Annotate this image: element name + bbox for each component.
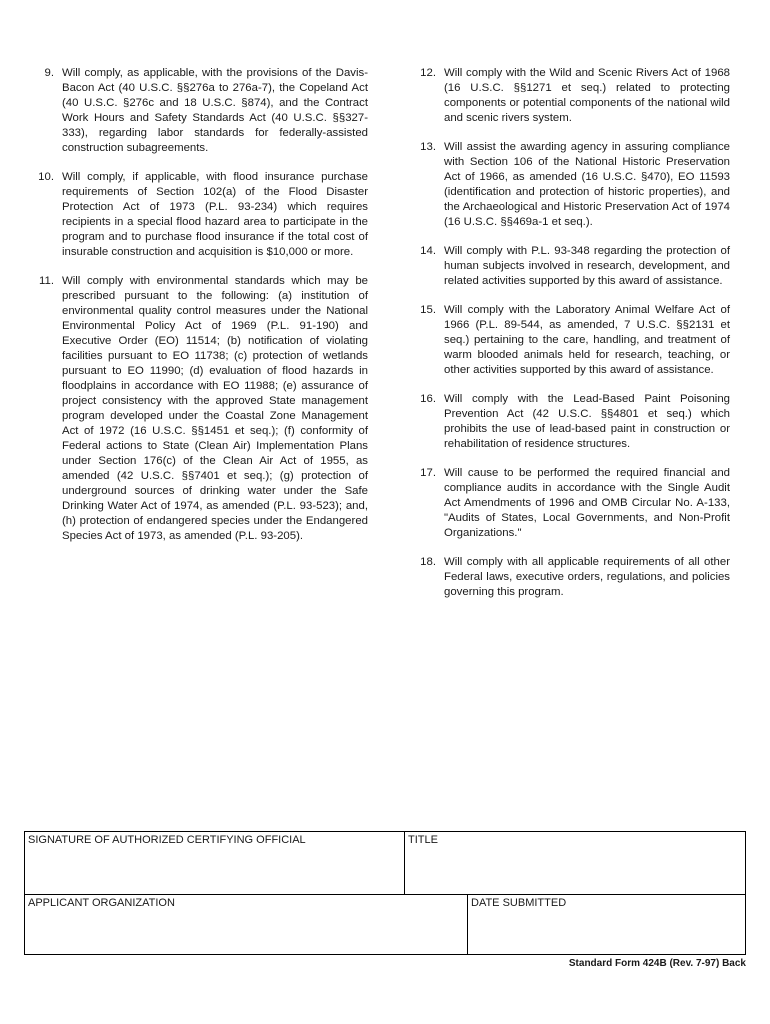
item-text: Will comply with all applicable requirements of all other Federal laws, executive orders, regulations, and policies governing this program. (444, 556, 730, 598)
item-text: Will comply with the Wild and Scenic Rivers Act of 1968 (16 U.S.C. §§1271 et seq.) related to protecting components or potential components of the national wild and scenic rivers system. (444, 67, 730, 124)
item-number: 15. (420, 304, 436, 316)
item-number: 12. (420, 67, 436, 79)
item-number: 16. (420, 393, 436, 405)
signature-label: SIGNATURE OF AUTHORIZED CERTIFYING OFFICIAL (28, 834, 306, 846)
assurance-item-16 (407, 392, 730, 452)
date-submitted-label: DATE SUBMITTED (471, 897, 567, 909)
item-text: Will comply with environmental standards which may be prescribed pursuant to the following: (a) institution of environmental quality control measures under the National Environmental Policy Act of 1969 (P.L. 91-190) and Executive Order (EO) 11514; (b) notification of violating facilities pursuant to EO 11738; (c) protection of wetlands pursuant to EO 11990; (d) evaluation of flood hazards in floodplains in accordance with EO 11988; (e) assurance of project consistency with the approved State management program developed under the Coastal Zone Management Act of 1972 (16 U.S.C. §§1451 et seq.); (f) conformity of Federal actions to State (Clean Air) Implementation Plans under Section 176(c) of the Clean Air Act of 1955, as amended (42 U.S.C. §§7401 et seq.); (g) protection of underground sources of drinking water under the Safe Drinking Water Act of 1974, as amended (P.L. 93-523); and, (h) protection of endangered species under the Endangered Species Act of 1973, as amended (P.L. 93-205). (62, 275, 368, 542)
title-label: TITLE (408, 834, 438, 846)
assurance-item-11 (28, 274, 368, 544)
signature-field[interactable] (25, 832, 405, 894)
item-text: Will comply with the Laboratory Animal Welfare Act of 1966 (P.L. 89-544, as amended, 7 U.S.C. §§2131 et seq.) pertaining to the care, handling, and treatment of warm blooded animals held for research, teaching, or other activities supported by this award of assistance. (444, 304, 730, 376)
assurance-item-13 (407, 140, 730, 230)
assurance-item-14 (407, 244, 730, 289)
item-text: Will cause to be performed the required financial and compliance audits in accordance with the Single Audit Act Amendments of 1996 and OMB Circular No. A-133, "Audits of States, Local Governments, and Non-Profit Organizations." (444, 467, 730, 539)
item-number: 13. (420, 141, 436, 153)
assurance-item-9 (28, 66, 368, 156)
assurance-item-17 (407, 466, 730, 541)
item-text: Will comply, if applicable, with flood insurance purchase requirements of Section 102(a) of the Flood Disaster Protection Act of 1973 (P.L. 93-234) which requires recipients in a special flood hazard area to participate in the program and to purchase flood insurance if the total cost of insurable construction and acquisition is $10,000 or more. (62, 171, 368, 258)
item-number: 9. (44, 67, 54, 79)
item-number: 18. (420, 556, 436, 568)
item-text: Will comply with the Lead-Based Paint Poisoning Prevention Act (42 U.S.C. §§4801 et seq.) which prohibits the use of lead-based paint in construction or rehabilitation of residence structures. (444, 393, 730, 450)
item-number: 10. (38, 171, 54, 183)
item-number: 17. (420, 467, 436, 479)
item-number: 11. (39, 275, 54, 287)
assurance-item-18 (407, 555, 730, 600)
right-column (407, 66, 730, 600)
item-text: Will assist the awarding agency in assuring compliance with Section 106 of the National Historic Preservation Act of 1966, as amended (16 U.S.C. §470), EO 11593 (identification and protection of historic properties), and the Archaeological and Historic Preservation Act of 1974 (16 U.S.C. §§469a-1 et seq.). (444, 141, 730, 228)
item-number: 14. (420, 245, 436, 257)
left-column (28, 66, 368, 544)
title-field[interactable] (405, 832, 745, 894)
date-submitted-field[interactable] (468, 894, 745, 954)
form-footer: Standard Form 424B (Rev. 7-97) Back (568, 958, 746, 969)
organization-label: APPLICANT ORGANIZATION (28, 897, 175, 909)
item-text: Will comply, as applicable, with the provisions of the Davis-Bacon Act (40 U.S.C. §§276a to 276a-7), the Copeland Act (40 U.S.C. §276c and 18 U.S.C. §874), and the Contract Work Hours and Safety Standards Act (40 U.S.C. §§327-333), regarding labor standards for federally-assisted construction subagreements. (62, 67, 368, 154)
organization-field[interactable] (25, 894, 468, 954)
item-text: Will comply with P.L. 93-348 regarding the protection of human subjects involved in research, development, and related activities supported by this award of assistance. (444, 245, 730, 287)
assurance-item-10 (28, 170, 368, 260)
signature-block (24, 831, 746, 955)
assurance-item-12 (407, 66, 730, 126)
assurance-item-15 (407, 303, 730, 378)
